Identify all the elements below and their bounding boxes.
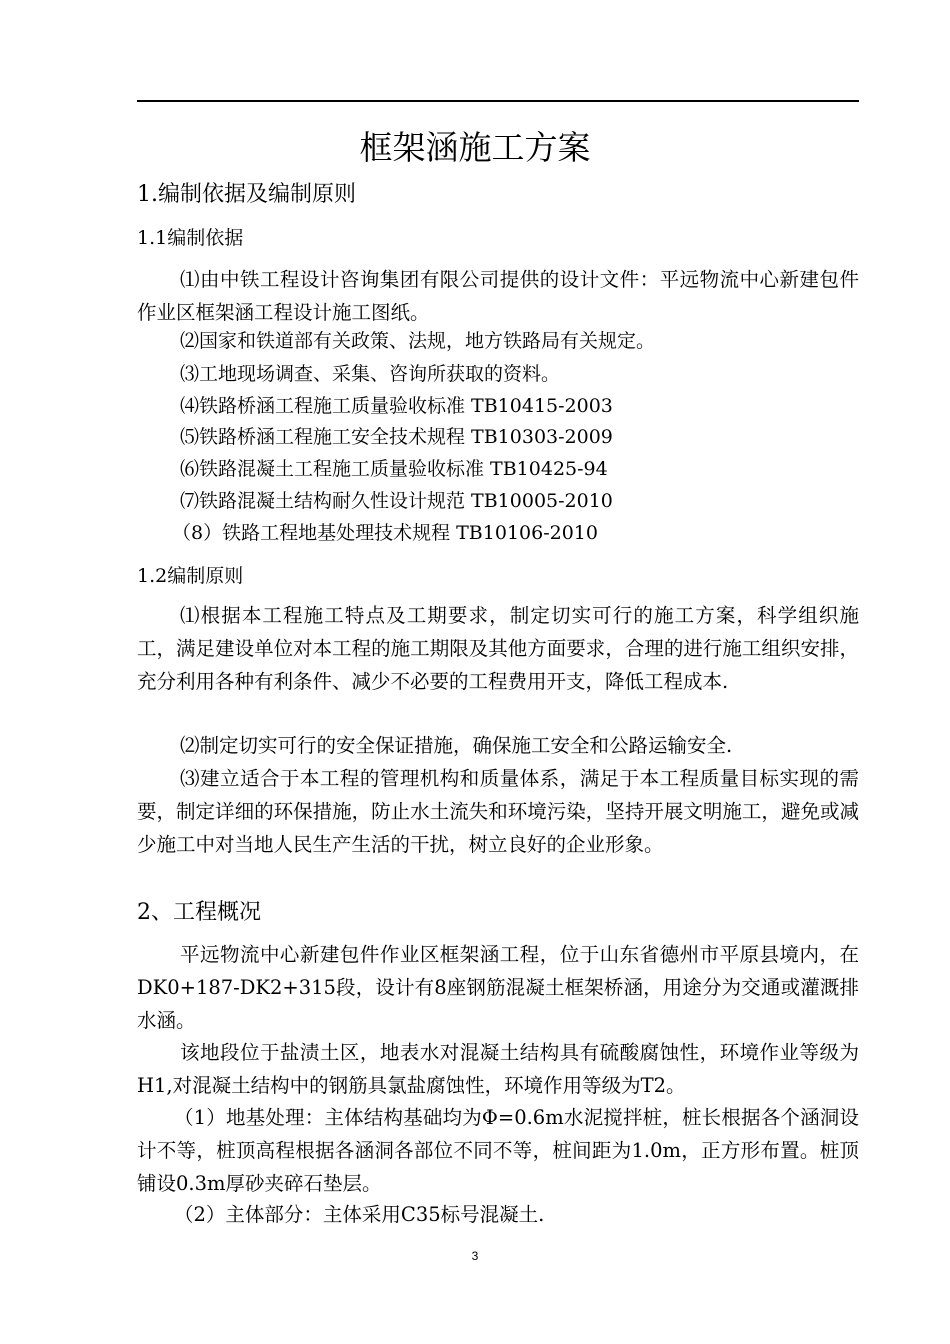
overview-paragraph-4: （2）主体部分：主体采用C35标号混凝土. [174, 1203, 545, 1226]
page-number: 3 [471, 1249, 479, 1263]
principle-paragraph-2: ⑵制定切实可行的安全保证措施，确保施工安全和公路运输安全. [180, 734, 733, 757]
header-rule [137, 100, 859, 102]
basis-item-8: （8）铁路工程地基处理技术规程 TB10106-2010 [172, 522, 598, 544]
document-title: 框架涵施工方案 [359, 128, 591, 167]
overview-paragraph-3: （1）地基处理：主体结构基础均为Φ=0.6m水泥搅拌桩，桩长根据各个涵洞设计不等，桩顶高程根据各涵洞各部位不同不等，桩间距为1.0m，正方形布置。桩顶铺设0.3m厚砂夹碎石垫层。 [137, 1106, 859, 1195]
basis-item-3: ⑶工地现场调查、采集、咨询所获取的资料。 [180, 363, 561, 385]
basis-item-2: ⑵国家和铁道部有关政策、法规，地方铁路局有关规定。 [180, 330, 656, 352]
basis-item-6: ⑹铁路混凝土工程施工质量验收标准 TB10425-94 [180, 458, 608, 480]
basis-item-5: ⑸铁路桥涵工程施工安全技术规程 TB10303-2009 [180, 426, 613, 448]
section-1-heading: 1.编制依据及编制原则 [137, 182, 356, 207]
overview-paragraph-2: 该地段位于盐渍土区，地表水对混凝土结构具有硫酸腐蚀性，环境作业等级为H1,对混凝土结构中的钢筋具氯盐腐蚀性，环境作用等级为T2。 [137, 1041, 859, 1097]
section-2-heading: 2、工程概况 [137, 900, 261, 925]
principle-paragraph-3: ⑶建立适合于本工程的管理机构和质量体系，满足于本工程质量目标实现的需要，制定详细的环保措施，防止水土流失和环境污染，坚持开展文明施工，避免或减少施工中对当地人民生产生活的干扰，树立良好的企业形象。 [137, 767, 859, 856]
basis-item-4: ⑷铁路桥涵工程施工质量验收标准 TB10415-2003 [180, 395, 613, 417]
basis-item-7: ⑺铁路混凝土结构耐久性设计规范 TB10005-2010 [180, 490, 613, 512]
principle-paragraph-1: ⑴根据本工程施工特点及工期要求，制定切实可行的施工方案，科学组织施工，满足建设单位对本工程的施工期限及其他方面要求，合理的进行施工组织安排，充分利用各种有利条件、减少不必要的工程费用开支，降低工程成本. [137, 604, 859, 693]
basis-item-1: ⑴由中铁工程设计咨询集团有限公司提供的设计文件：平远物流中心新建包件作业区框架涵工程设计施工图纸。 [137, 268, 859, 324]
overview-paragraph-1: 平远物流中心新建包件作业区框架涵工程，位于山东省德州市平原县境内，在DK0+187-DK2+315段，设计有8座钢筋混凝土框架桥涵，用途分为交通或灌溉排水涵。 [137, 943, 859, 1032]
section-1-2-heading: 1.2编制原则 [137, 565, 244, 587]
section-1-1-heading: 1.1编制依据 [137, 227, 244, 249]
